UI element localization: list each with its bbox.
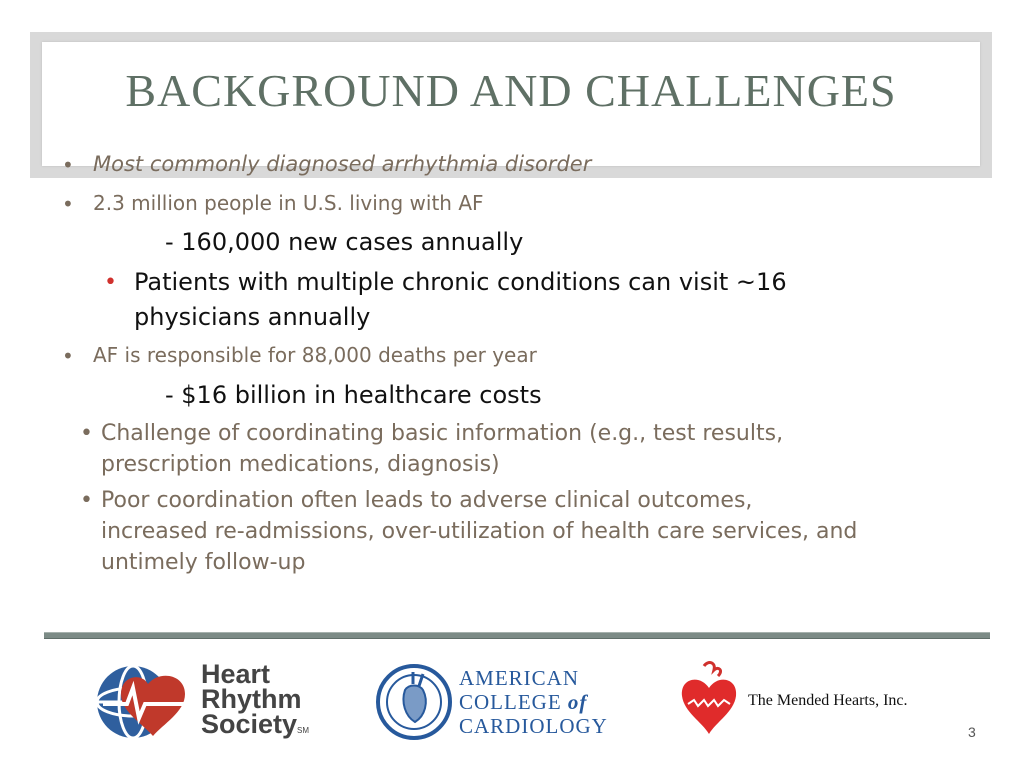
acc-of-text: of: [567, 690, 588, 714]
bullet-marker: •: [62, 192, 74, 216]
bullet-text-line: Patients with multiple chronic conditions can visit ~16: [134, 268, 787, 296]
bullet-text-line: Poor coordination often leads to adverse clinical outcomes,: [101, 488, 753, 513]
bullet-text: 2.3 million people in U.S. living with AF: [93, 191, 484, 215]
acc-logo: [375, 662, 635, 742]
bullet-text-line: physicians annually: [134, 303, 371, 331]
mended-hearts-name: The Mended Hearts, Inc.: [748, 692, 908, 709]
page-number: 3: [968, 724, 976, 740]
bullet-text: Most commonly diagnosed arrhythmia disorder: [93, 152, 592, 176]
mended-heart-icon: [678, 660, 740, 742]
bullet-text-line: untimely follow-up: [101, 550, 306, 575]
acc-wordmark: [459, 666, 608, 738]
footer-divider: [44, 632, 990, 639]
bullet-marker: •: [80, 421, 93, 446]
bullet-marker: •: [80, 488, 93, 513]
hrs-line: Heart: [201, 659, 271, 689]
sub-text: - $16 billion in healthcare costs: [165, 381, 542, 409]
acc-seal-icon: [375, 662, 453, 742]
slide-title: BACKGROUND AND CHALLENGES: [125, 65, 897, 116]
bullet-marker: •: [62, 153, 74, 177]
bullet-text-line: Challenge of coordinating basic information (e.g., test results,: [101, 421, 784, 446]
hrs-servicemark: SM: [297, 726, 310, 735]
bullet-marker: •: [62, 344, 74, 368]
acc-line: CARDIOLOGY: [459, 714, 608, 738]
hrs-line: [201, 709, 310, 743]
mended-hearts-logo: [678, 660, 948, 742]
bullet-text: AF is responsible for 88,000 deaths per year: [93, 343, 537, 367]
hrs-logo: [93, 659, 310, 742]
bullet-text-line: increased re-admissions, over-utilization of health care services, and: [101, 519, 858, 544]
acc-line: [459, 690, 608, 714]
bullet-text-line: prescription medications, diagnosis): [101, 452, 500, 477]
sub-text: - 160,000 new cases annually: [165, 228, 524, 256]
hrs-globe-heart-icon: [93, 662, 198, 742]
title-panel: [42, 42, 980, 166]
hrs-line-text: Society: [201, 709, 298, 739]
bullet-marker: •: [104, 270, 117, 295]
hrs-wordmark: [201, 659, 310, 743]
hrs-line: Rhythm: [201, 684, 302, 714]
acc-line: AMERICAN: [459, 666, 580, 690]
acc-line-text: COLLEGE: [459, 690, 568, 714]
